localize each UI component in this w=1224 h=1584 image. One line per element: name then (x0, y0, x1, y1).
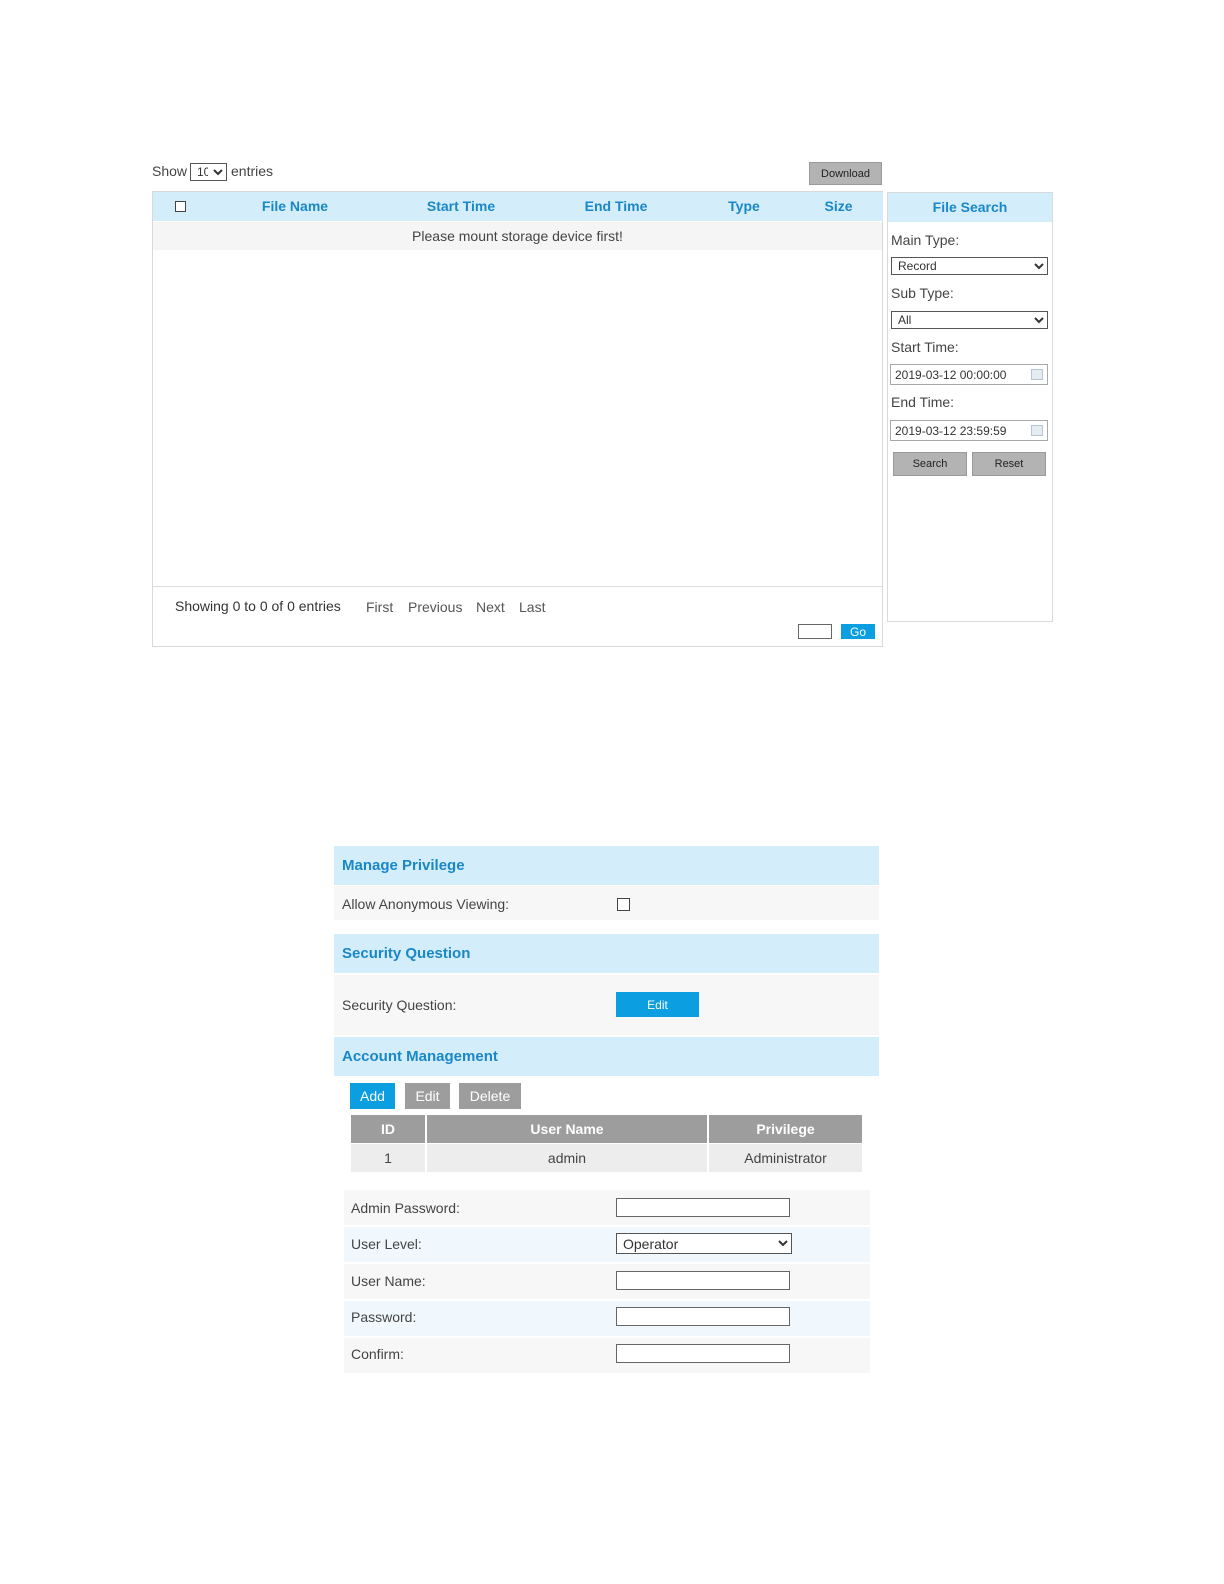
main-type-label: Main Type: (891, 232, 960, 248)
password-row (344, 1301, 870, 1336)
start-time-field[interactable] (890, 364, 1048, 385)
file-table-header (153, 192, 883, 221)
admin-password-input[interactable] (616, 1198, 790, 1217)
edit-user-button[interactable]: Edit (405, 1083, 450, 1109)
col-end-time[interactable]: End Time (584, 198, 648, 214)
showing-entries: Showing 0 to 0 of 0 entries (175, 598, 341, 614)
start-time-value: 2019-03-12 00:00:00 (895, 368, 1007, 382)
show-label: Show (152, 163, 188, 179)
confirm-input[interactable] (616, 1344, 790, 1363)
start-time-label: Start Time: (891, 339, 959, 355)
col-id: ID (351, 1115, 425, 1143)
confirm-row (344, 1338, 870, 1373)
pager-first[interactable]: First (366, 599, 394, 615)
admin-password-label: Admin Password: (351, 1200, 460, 1216)
user-row-id[interactable]: 1 (351, 1144, 425, 1172)
table-footer-divider (153, 586, 882, 587)
col-size[interactable]: Size (824, 198, 853, 214)
search-button[interactable]: Search (893, 452, 967, 476)
user-name-input[interactable] (616, 1271, 790, 1290)
select-all-checkbox[interactable] (175, 201, 186, 212)
password-label: Password: (351, 1309, 417, 1325)
sub-type-select[interactable] (891, 311, 1048, 329)
anonymous-checkbox[interactable] (617, 898, 630, 911)
user-row-name[interactable]: admin (427, 1144, 707, 1172)
entries-select[interactable] (190, 163, 227, 181)
empty-message: Please mount storage device first! (412, 228, 623, 244)
security-edit-button[interactable]: Edit (616, 992, 699, 1017)
sub-type-label: Sub Type: (891, 285, 954, 301)
go-button[interactable]: Go (841, 624, 875, 639)
col-user-name: User Name (427, 1115, 707, 1143)
delete-user-button[interactable]: Delete (459, 1083, 521, 1109)
manage-privilege-header: Manage Privilege (334, 846, 879, 885)
confirm-label: Confirm: (351, 1346, 404, 1362)
user-level-select[interactable] (616, 1233, 792, 1254)
security-question-header: Security Question (334, 934, 879, 973)
user-level-label: User Level: (351, 1236, 422, 1252)
pager-last[interactable]: Last (519, 599, 546, 615)
pager-next[interactable]: Next (476, 599, 505, 615)
main-type-select[interactable] (891, 257, 1048, 275)
calendar-icon[interactable] (1031, 369, 1043, 380)
col-start-time[interactable]: Start Time (426, 198, 496, 214)
download-button[interactable]: Download (809, 162, 882, 185)
anonymous-label: Allow Anonymous Viewing: (342, 896, 510, 912)
file-search-title: File Search (888, 193, 1052, 222)
end-time-field[interactable] (890, 420, 1048, 441)
entries-label: entries (231, 163, 274, 179)
page-number-input[interactable] (798, 624, 832, 639)
pager-previous[interactable]: Previous (408, 599, 463, 615)
col-type[interactable]: Type (728, 198, 760, 214)
password-input[interactable] (616, 1307, 790, 1326)
account-management-header: Account Management (334, 1037, 879, 1076)
file-table (152, 191, 883, 647)
col-file-name[interactable]: File Name (261, 198, 329, 214)
user-row-privilege[interactable]: Administrator (709, 1144, 862, 1172)
security-question-label: Security Question: (342, 997, 457, 1013)
calendar-icon[interactable] (1031, 425, 1043, 436)
user-name-label: User Name: (351, 1273, 426, 1289)
end-time-label: End Time: (891, 394, 955, 410)
add-user-button[interactable]: Add (350, 1083, 395, 1109)
col-privilege: Privilege (709, 1115, 862, 1143)
end-time-value: 2019-03-12 23:59:59 (895, 424, 1007, 438)
reset-button[interactable]: Reset (972, 452, 1046, 476)
